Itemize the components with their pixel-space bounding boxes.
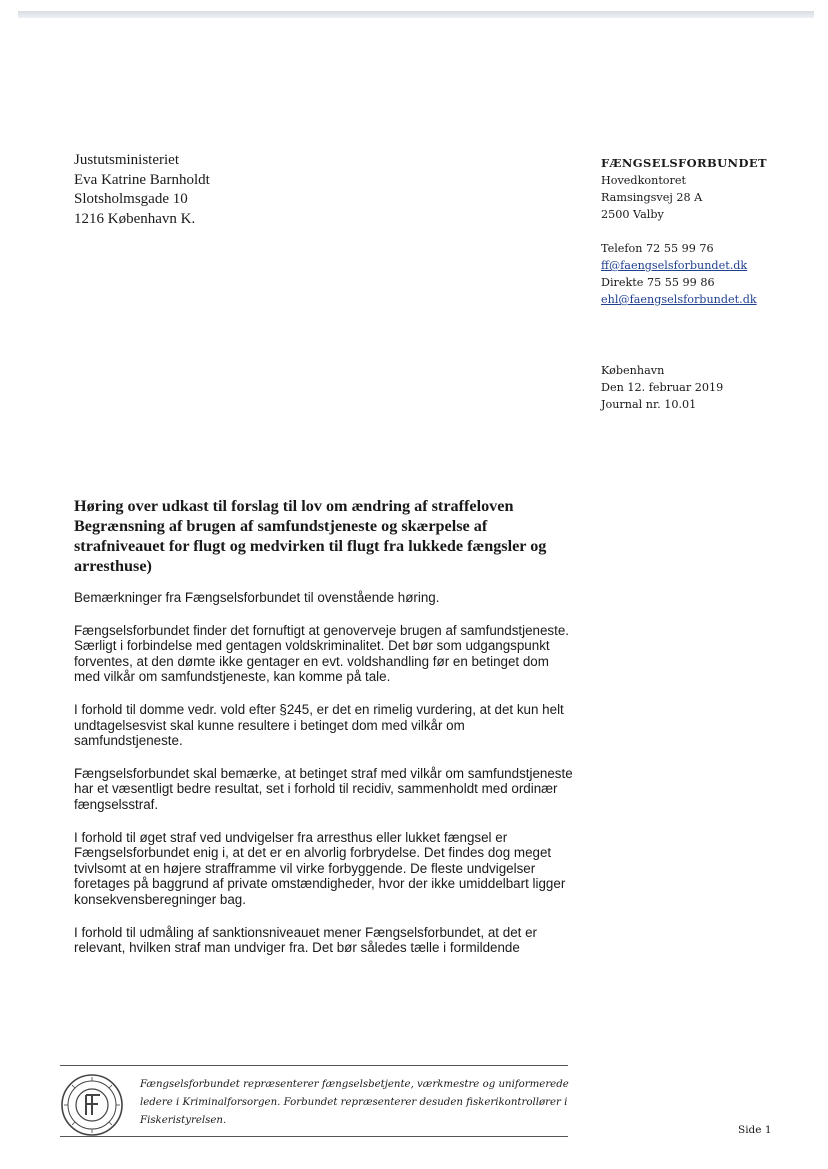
letter-heading: Høring over udkast til forslag til lov om ændring af straffeloven Begrænsning af brugen af samfundstjeneste og skærpelse af strafniveauet for flugt og medvirken til flugt fra lukkede fængsler og arresthuse) [74, 497, 547, 575]
sender-direct-email-link[interactable]: ehl@faengselsforbundet.dk [601, 293, 757, 306]
body-paragraph: Fængselsforbundet finder det fornuftigt at genoverveje brugen af samfundstjeneste. Særligt i forbindelse med gentagen voldskriminalitet. Det bør som udgangspunkt forventes, at den dømte ikke gentager en evt. voldshandling før en betinget dom med vilkår om samfundstjeneste, kan komme på tale. [74, 622, 570, 685]
scan-top-edge [18, 11, 814, 18]
recipient-line: Slotsholmsgade 10 [74, 191, 188, 207]
sender-city: 2500 Valby [601, 208, 664, 221]
page-number: Side 1 [738, 1124, 772, 1136]
footer-text: Fængselsforbundet repræsenterer fængselsbetjente, værkmestre og uniformerede ledere i Kriminalforsorgen. Forbundet repræsenterer desuden fiskerikontrollører i Fiskeristyrelsen. [140, 1079, 569, 1126]
sender-office: Hovedkontoret [601, 174, 687, 187]
recipient-address [74, 151, 210, 229]
footer-rule-top [60, 1065, 568, 1066]
sender-phone: Telefon 72 55 99 76 [601, 242, 714, 255]
letter-body [74, 590, 574, 973]
recipient-line: Eva Katrine Barnholdt [74, 171, 210, 188]
seal-icon [60, 1073, 124, 1137]
sender-email-link[interactable]: ff@faengselsforbundet.dk [601, 259, 748, 272]
body-paragraph: Fængselsforbundet skal bemærke, at betinget straf med vilkår om samfundstjeneste har et væsentligt bedre resultat, set i forhold til recidiv, sammenholdt med ordinær fængselsstraf. [74, 765, 573, 812]
body-paragraph: Bemærkninger fra Fængselsforbundet til ovenstående høring. [74, 590, 440, 605]
footer-rule-bottom [60, 1136, 568, 1137]
sender-block [601, 155, 816, 413]
sender-street: Ramsingsvej 28 A [601, 191, 703, 204]
journal-number: Journal nr. 10.01 [601, 398, 697, 411]
body-paragraph: I forhold til domme vedr. vold efter §245, er det en rimelig vurdering, at det kun helt undtagelsesvist skal kunne resultere i betinget dom med vilkår om samfundstjeneste. [74, 701, 564, 749]
body-paragraph: I forhold til øget straf ved undvigelser fra arresthus eller lukket fængsel er Fængselsforbundet enig i, at det er en alvorlig forbrydelse. Det findes dog meget tvivlsomt at en højere strafframme vil virke forbyggende. De fleste undvigelser foretages på baggrund af private omstændigheder, hvor der ikke umiddelbart ligger konsekvensberegninger bag. [74, 829, 566, 907]
recipient-line: Justutsministeriet [74, 152, 179, 168]
recipient-line: 1216 København K. [74, 210, 196, 227]
letter-date: Den 12. februar 2019 [601, 381, 724, 394]
sender-org: FÆNGSELSFORBUNDET [601, 156, 767, 170]
body-paragraph: I forhold til udmåling af sanktionsniveauet mener Fængselsforbundet, at det er relevant, hvilken straf man undviger fra. Det bør således tælle i formildende [74, 924, 537, 956]
letter-place: København [601, 364, 665, 377]
sender-direct-phone: Direkte 75 55 99 86 [601, 276, 715, 289]
